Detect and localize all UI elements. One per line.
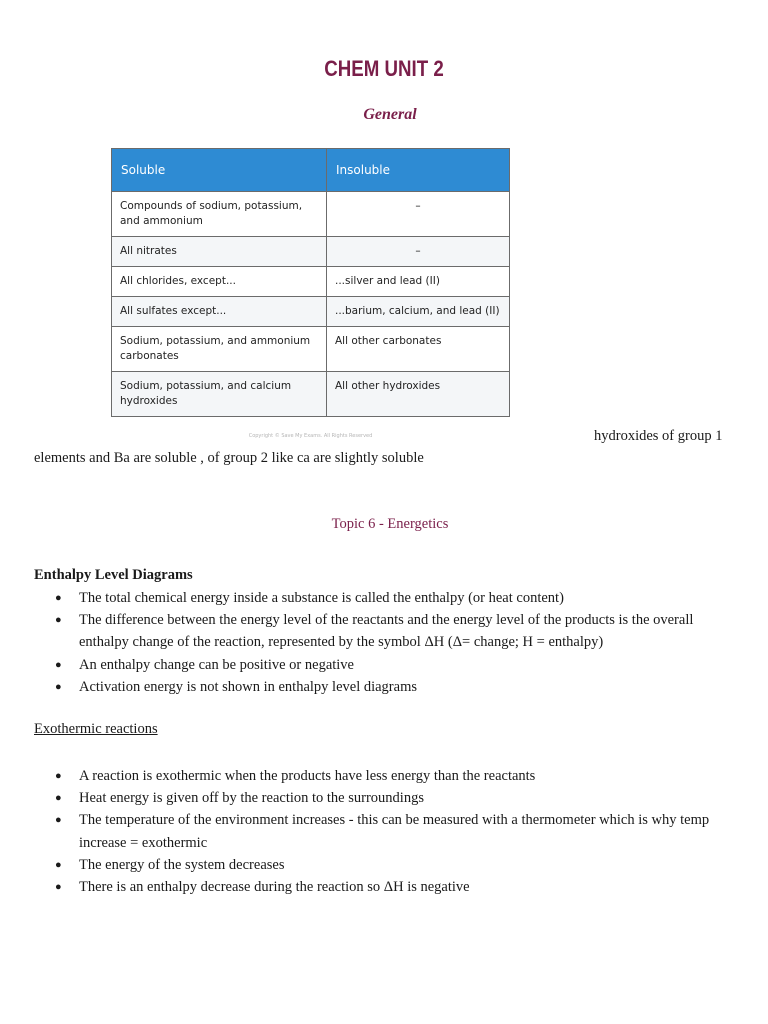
table-row xyxy=(112,372,510,417)
table-row xyxy=(112,267,510,297)
list-item-text: Activation energy is not shown in enthalpy level diagrams xyxy=(79,678,417,695)
note-text-part2: elements and Ba are soluble , of group 2 like ca are slightly soluble xyxy=(34,450,424,466)
table-cell: All other hydroxides xyxy=(327,372,510,417)
table-cell: Compounds of sodium, potassium, and ammonium xyxy=(112,192,327,237)
bullet-icon: ● xyxy=(55,680,62,693)
table-cell: All other carbonates xyxy=(327,327,510,372)
list-item-text: A reaction is exothermic when the products have less energy than the reactants xyxy=(79,768,536,784)
table-row xyxy=(112,297,510,327)
list-item xyxy=(34,876,734,898)
note-text-part1: hydroxides of group 1 xyxy=(594,428,723,444)
solubility-table xyxy=(111,148,510,417)
section-subtitle: General xyxy=(363,106,417,123)
table-row xyxy=(112,237,510,267)
list-item-text: The difference between the energy level of the reactants and the energy level of the products is the overall enthalpy change of the reaction, represented by the symbol ΔH (Δ= change; H = enthalpy) xyxy=(79,612,694,651)
bullet-icon: ● xyxy=(55,881,62,894)
bullet-icon: ● xyxy=(55,770,62,782)
bullet-icon: ● xyxy=(55,614,62,627)
table-cell: All chlorides, except... xyxy=(112,267,327,297)
list-item-text: An enthalpy change can be positive or negative xyxy=(79,656,354,673)
list-item xyxy=(34,809,734,853)
table-cell: Sodium, potassium, and ammonium carbonates xyxy=(112,327,327,372)
list-item-text: Heat energy is given off by the reaction to the surroundings xyxy=(79,790,424,807)
list-item-text: The temperature of the environment increases - this can be measured with a thermometer which is why temp increase = exothermic xyxy=(79,812,710,851)
table-cell: ...barium, calcium, and lead (II) xyxy=(327,297,510,327)
bullet-icon: ● xyxy=(55,792,62,805)
exothermic-list xyxy=(34,765,734,898)
header-soluble: Soluble xyxy=(112,149,327,192)
table-cell: Sodium, potassium, and calcium hydroxides xyxy=(112,372,327,417)
table-cell: All nitrates xyxy=(112,237,327,267)
bullet-icon: ● xyxy=(55,592,62,604)
table-cell: All sulfates except... xyxy=(112,297,327,327)
enthalpy-list xyxy=(34,587,734,698)
bullet-icon: ● xyxy=(55,858,62,871)
table-cell: – xyxy=(327,192,510,237)
list-item xyxy=(34,654,734,676)
list-item xyxy=(34,765,734,787)
list-item xyxy=(34,787,734,809)
topic-heading: Topic 6 - Energetics xyxy=(331,516,449,532)
table-row xyxy=(112,192,510,237)
table-row xyxy=(112,327,510,372)
list-item xyxy=(34,854,734,876)
bullet-icon: ● xyxy=(55,814,62,827)
list-item-text: There is an enthalpy decrease during the reaction so ΔH is negative xyxy=(79,879,470,896)
exothermic-heading: Exothermic reactions xyxy=(34,721,158,737)
list-item-text: The total chemical energy inside a substance is called the enthalpy (or heat content) xyxy=(79,590,564,606)
table-copyright: Copyright © Save My Exams. All Rights Reserved xyxy=(248,433,373,439)
table-cell: – xyxy=(327,237,510,267)
table-cell: ...silver and lead (II) xyxy=(327,267,510,297)
table-header-row xyxy=(112,149,510,192)
page-title: CHEM UNIT 2 xyxy=(324,56,444,81)
list-item-text: The energy of the system decreases xyxy=(79,856,285,873)
list-item xyxy=(34,676,734,698)
bullet-icon: ● xyxy=(55,658,62,671)
list-item xyxy=(34,587,734,609)
header-insoluble: Insoluble xyxy=(327,149,510,192)
list-item xyxy=(34,609,734,653)
enthalpy-heading: Enthalpy Level Diagrams xyxy=(34,567,193,583)
